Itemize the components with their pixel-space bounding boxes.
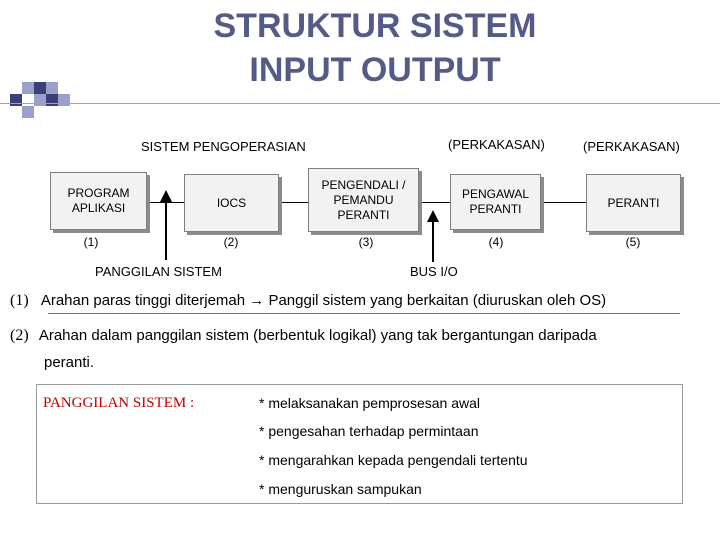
note-2 xyxy=(10,327,597,345)
note-1-text: Arahan paras tinggi diterjemah → Panggil sistem yang berkaitan (diuruskan oleh OS) xyxy=(40,292,607,309)
box-peranti-label: PERANTI xyxy=(607,195,660,210)
table-item-1: * melaksanakan pemprosesan awal xyxy=(259,395,481,411)
label-panggilan-sistem: PANGGILAN SISTEM xyxy=(95,264,222,279)
note-1-underline xyxy=(48,313,680,314)
arrow-bus-io xyxy=(427,210,439,262)
title-line-2: INPUT OUTPUT xyxy=(249,51,501,89)
slide-title xyxy=(150,4,600,92)
box-pengawal-label: PENGAWAL PERANTI xyxy=(461,187,530,216)
box-pengendali-label: PENGENDALI / PEMANDU PERANTI xyxy=(321,177,406,222)
table-item-3: * mengarahkan kepada pengendali tertentu xyxy=(259,452,528,468)
note-2-number: (2) xyxy=(10,327,29,344)
connector-3-4 xyxy=(420,202,450,203)
number-2: (2) xyxy=(223,235,239,249)
box-iocs xyxy=(184,174,279,232)
connector-2-3 xyxy=(278,202,308,203)
note-1 xyxy=(10,292,606,310)
table-item-2: * pengesahan terhadap permintaan xyxy=(259,423,479,439)
table-heading: PANGGILAN SISTEM : xyxy=(43,395,195,411)
connector-1-2 xyxy=(146,202,184,203)
table-item-4: * menguruskan sampukan xyxy=(259,481,422,497)
note-2-continuation: peranti. xyxy=(44,354,95,371)
panggilan-sistem-table xyxy=(36,384,683,504)
note-1-number: (1) xyxy=(10,292,29,309)
number-1: (1) xyxy=(83,235,99,249)
label-sistem-pengoperasian: SISTEM PENGOPERASIAN xyxy=(141,139,306,154)
number-4: (4) xyxy=(488,235,504,249)
box-pengendali xyxy=(308,168,419,232)
number-3: (3) xyxy=(358,235,374,249)
connector-4-5 xyxy=(542,202,586,203)
box-iocs-label: IOCS xyxy=(216,195,247,210)
number-5: (5) xyxy=(625,235,641,249)
label-perkakasan-2: (PERKAKASAN) xyxy=(583,139,680,154)
box-peranti xyxy=(586,174,681,232)
box-pengawal xyxy=(450,174,541,230)
arrow-panggilan-sistem xyxy=(160,190,172,260)
note-2-text: Arahan dalam panggilan sistem (berbentuk logikal) yang tak bergantungan daripada xyxy=(38,327,597,344)
title-line-1: STRUKTUR SISTEM xyxy=(213,7,537,45)
decorative-rule xyxy=(0,103,720,104)
box-program-aplikasi-label: PROGRAM APLIKASI xyxy=(67,186,130,215)
box-program-aplikasi xyxy=(50,172,147,230)
label-perkakasan-1: (PERKAKASAN) xyxy=(448,137,545,152)
label-bus-io: BUS I/O xyxy=(410,264,458,279)
